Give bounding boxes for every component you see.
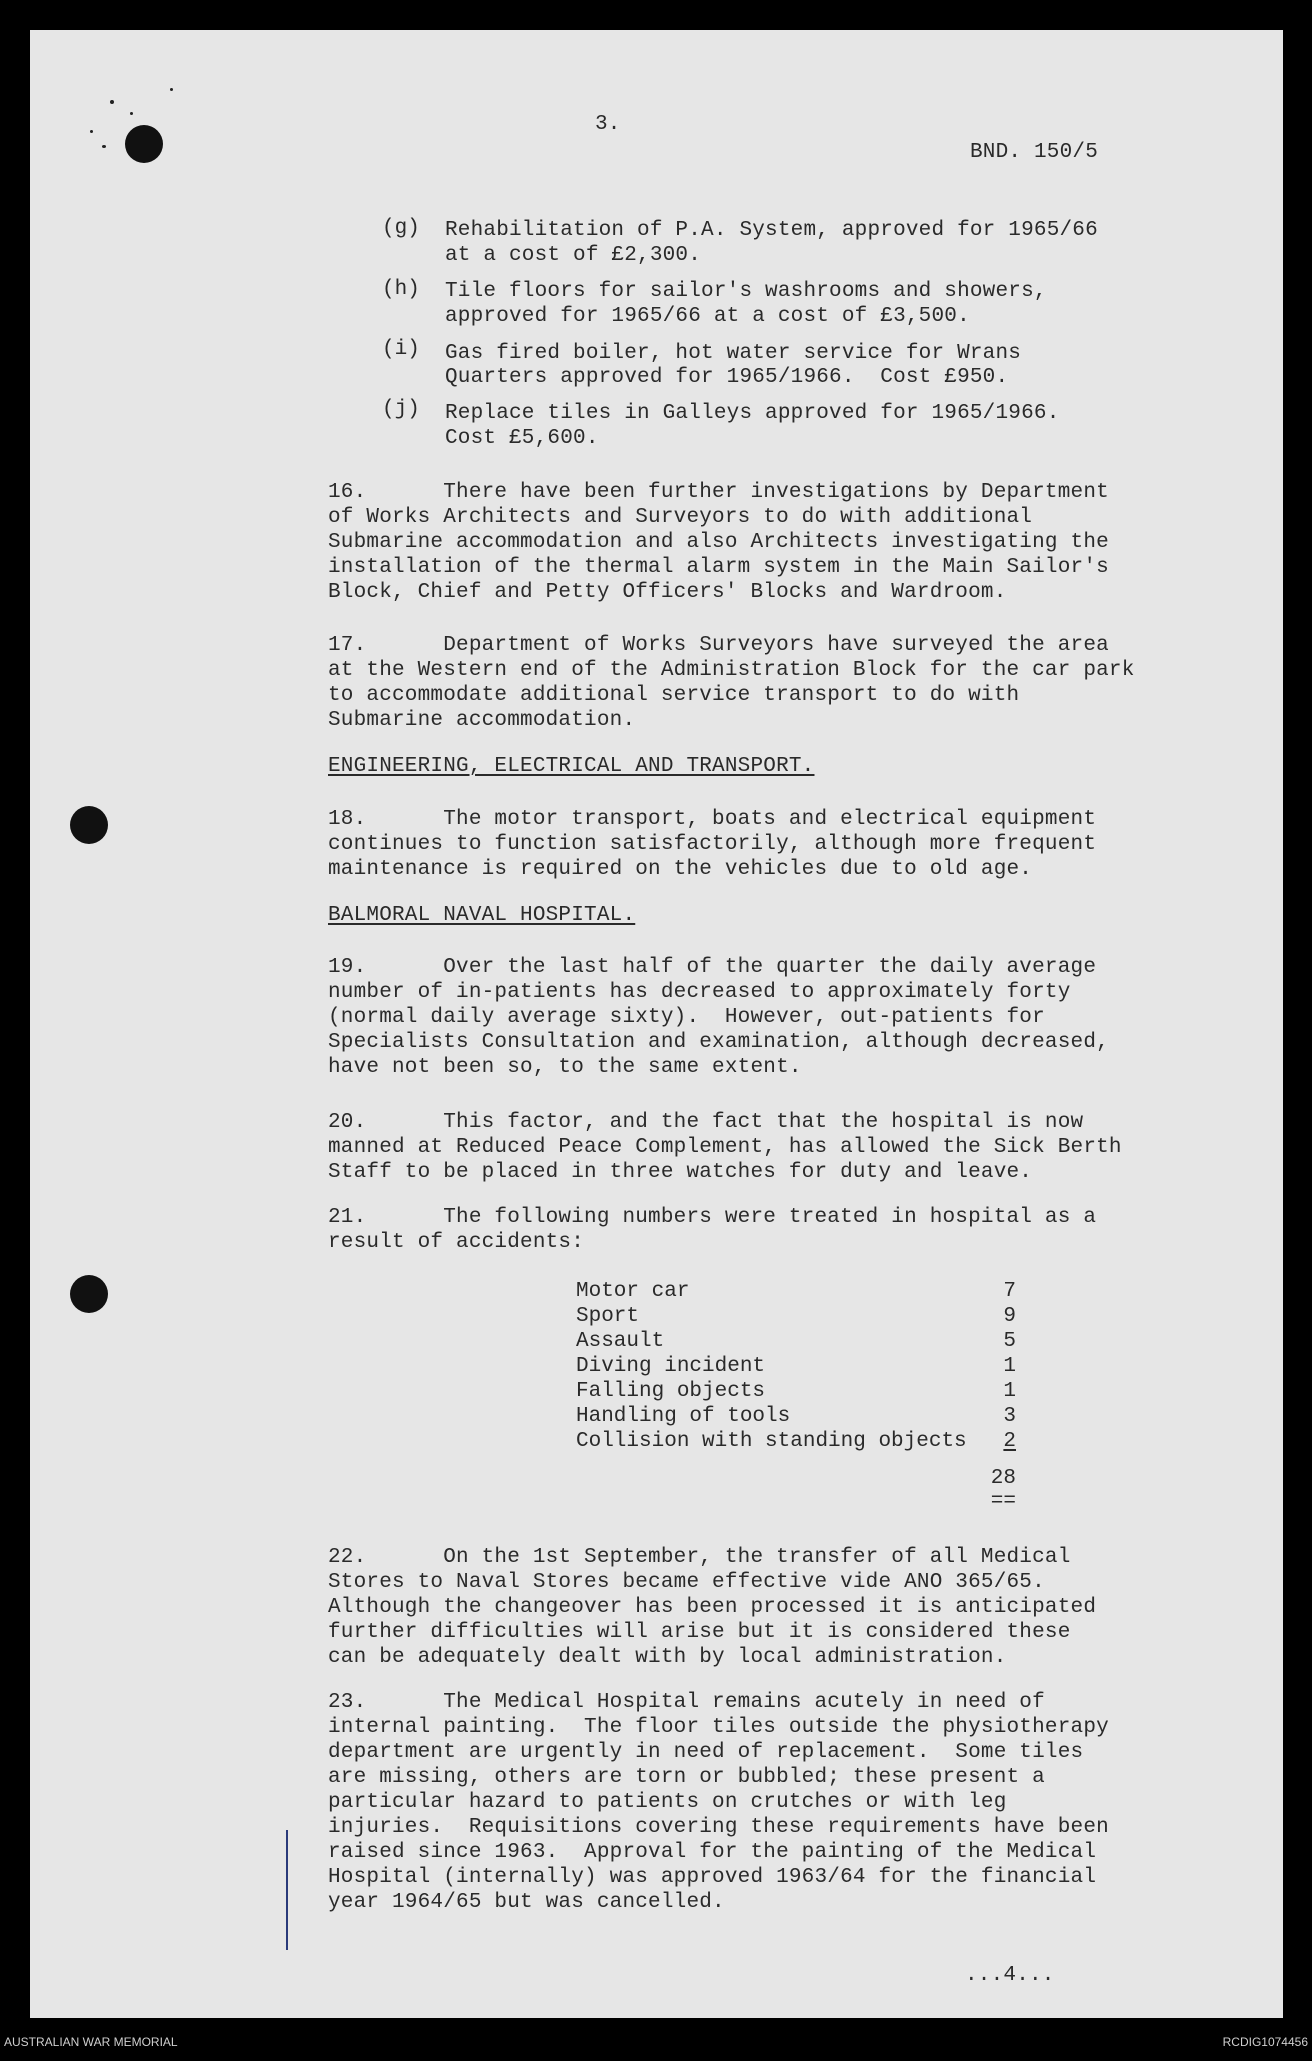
accident-type: Handling of tools [576,1405,791,1428]
accident-type: Assault [576,1330,665,1353]
accident-count: 9 [1003,1305,1016,1328]
item-line: at a cost of £2,300. [445,244,702,267]
table-row [576,1429,1016,1454]
accident-type: Collision with standing objects [576,1430,967,1453]
accident-type: Motor car [576,1280,690,1303]
paragraph-17: 17. Department of Works Surveyors have surveyed the area at the Western end of the Administration Block for the car park to accommodate additional service transport to do with Submarine accommodation. [328,634,1135,732]
accident-count: 2 [1003,1430,1016,1453]
footer-record-id: RCDIG1074456 [1222,2035,1308,2049]
paper-speck [170,88,173,91]
accident-type: Sport [576,1305,640,1328]
punch-hole-middle [70,806,108,844]
punch-hole-top [125,125,163,163]
item-line: Gas fired boiler, hot water service for Wrans [445,342,1022,365]
accident-count: 3 [1003,1405,1016,1428]
paper-speck [110,100,114,104]
punch-hole-lower [70,1275,108,1313]
continuation-marker: ...4... [965,1964,1055,1987]
document-reference: BND. 150/5 [970,141,1099,164]
item-line: Tile floors for sailor's washrooms and showers, [445,280,1047,303]
item-line: Quarters approved for 1965/1966. Cost £950. [445,366,1009,389]
table-total-row [576,1466,1016,1491]
margin-pen-mark [286,1830,288,1950]
accident-type: Falling objects [576,1380,766,1403]
item-label: (i) [382,338,420,361]
accident-count: 7 [1003,1280,1016,1303]
section-heading-engineering: ENGINEERING, ELECTRICAL AND TRANSPORT. [328,755,815,778]
paragraph-22: 22. On the 1st September, the transfer of all Medical Stores to Naval Stores became effective vide ANO 365/65. Although the changeover has been processed it is anticipated further difficulties will arise but it is considered these can be adequately dealt with by local administration. [328,1546,1097,1669]
paragraph-21: 21. The following numbers were treated in hospital as a result of accidents: [328,1206,1097,1254]
accidents-total-rule: == [990,1490,1016,1513]
accident-count: 1 [1003,1380,1016,1403]
accidents-total: 28 [990,1467,1016,1490]
accident-count: 1 [1003,1355,1016,1378]
item-line: Rehabilitation of P.A. System, approved for 1965/66 [445,219,1098,242]
paragraph-19: 19. Over the last half of the quarter the daily average number of in-patients has decreased to approximately forty (normal daily average sixty). However, out-patients for Specialists Consultation and examination, although decreased, have not been so, to the same extent. [328,956,1109,1079]
footer-source: AUSTRALIAN WAR MEMORIAL [4,2035,178,2049]
item-line: Cost £5,600. [445,427,599,450]
item-label: (j) [382,398,420,421]
paragraph-16: 16. There have been further investigations by Department of Works Architects and Surveyors to do with additional Submarine accommodation and also Architects investigating the installation of the thermal alarm system in the Main Sailor's Block, Chief and Petty Officers' Blocks and Wardroom. [328,481,1109,604]
table-row [576,1329,1016,1354]
table-row [576,1354,1016,1379]
accident-type: Diving incident [576,1355,766,1378]
paragraph-23: 23. The Medical Hospital remains acutely in need of internal painting. The floor tiles outside the physiotherapy department are urgently in need of replacement. Some tiles are missing, others are torn or bubbled; these present a particular hazard to patients on crutches or with leg injuries. Requisitions covering these requirements have been raised since 1963. Approval for the painting of the Medical Hospital (internally) was approved 1963/64 for the financial year 1964/65 but was cancelled. [328,1691,1109,1914]
item-label: (g) [382,217,420,240]
table-row [576,1279,1016,1304]
paper-speck [130,112,133,115]
item-line: Replace tiles in Galleys approved for 1965/1966. [445,402,1060,425]
footer-bar [0,2020,1312,2061]
table-row [576,1304,1016,1329]
paper-speck [102,145,106,148]
page-number: 3. [595,113,621,136]
section-heading-hospital: BALMORAL NAVAL HOSPITAL. [328,904,636,927]
paper-speck [90,130,93,133]
paragraph-18: 18. The motor transport, boats and electrical equipment continues to function satisfactorily, although more frequent maintenance is required on the vehicles due to old age. [328,808,1097,881]
table-row [576,1404,1016,1429]
item-line: approved for 1965/66 at a cost of £3,500. [445,305,970,328]
item-label: (h) [382,278,420,301]
table-total-rule-row [576,1489,1016,1514]
paragraph-20: 20. This factor, and the fact that the hospital is now manned at Reduced Peace Complement, has allowed the Sick Berth Staff to be placed in three watches for duty and leave. [328,1111,1122,1184]
table-row [576,1379,1016,1404]
accident-count: 5 [1003,1330,1016,1353]
document-page [30,30,1283,2018]
